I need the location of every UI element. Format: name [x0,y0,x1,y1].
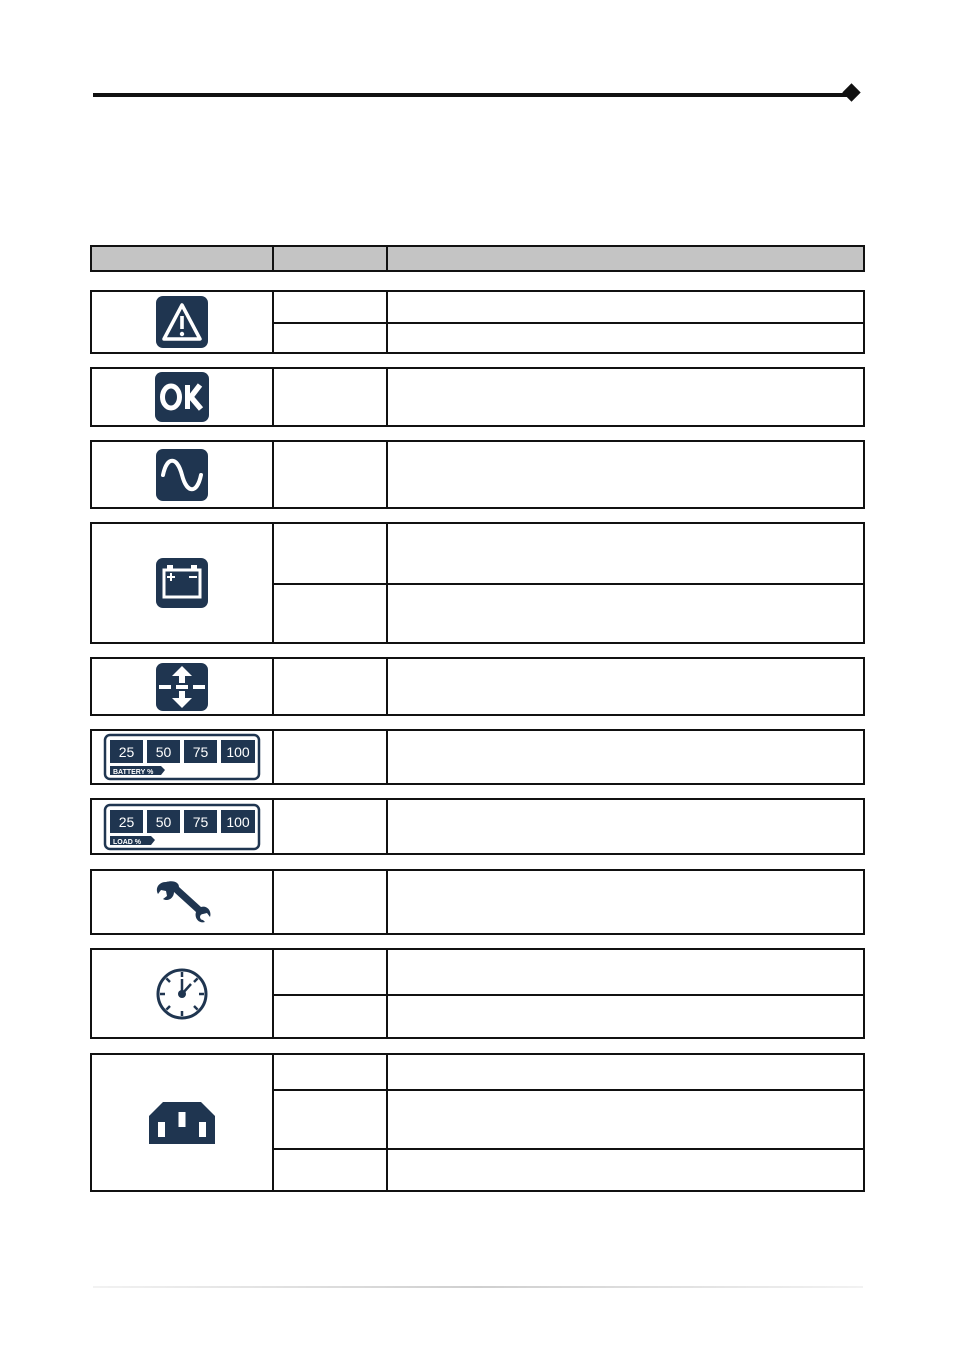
load-meter-segment: 100 [226,813,250,830]
ok-icon [154,371,210,423]
table-row [90,440,865,509]
battery-meter-segment: 75 [192,744,209,760]
header-cell-state [274,247,388,270]
table-row [90,657,865,716]
table-header [90,245,865,272]
table-row [90,1053,865,1192]
table-row [90,367,865,427]
top-rule-diamond [842,83,860,101]
table-row [90,869,865,935]
battery-meter-segment: 50 [155,744,172,760]
battery-meter-segment: 25 [118,744,135,760]
table-row [90,290,865,354]
battery-meter-icon [103,733,261,781]
power-outlet-icon [147,1100,217,1146]
bypass-arrows-icon [155,662,209,712]
timer-dial-icon [154,966,210,1022]
bottom-rule [93,1286,863,1288]
table-row [90,522,865,644]
battery-meter-label: BATTERY % [113,769,154,776]
top-rule [93,93,849,97]
load-meter-label: LOAD % [113,838,141,846]
warning-icon [155,295,209,349]
load-meter-segment: 25 [118,813,135,830]
load-meter-icon [103,803,261,851]
header-cell-description [388,247,863,270]
table-row [90,798,865,855]
load-meter-segment: 50 [155,813,172,830]
table-row [90,729,865,785]
table-row [90,948,865,1039]
load-meter-segment: 75 [192,813,209,830]
header-cell-icon [92,247,274,270]
battery-icon [155,557,209,609]
battery-meter-segment: 100 [226,744,250,760]
ac-sine-wave-icon [155,448,209,502]
wrench-icon [152,876,212,928]
